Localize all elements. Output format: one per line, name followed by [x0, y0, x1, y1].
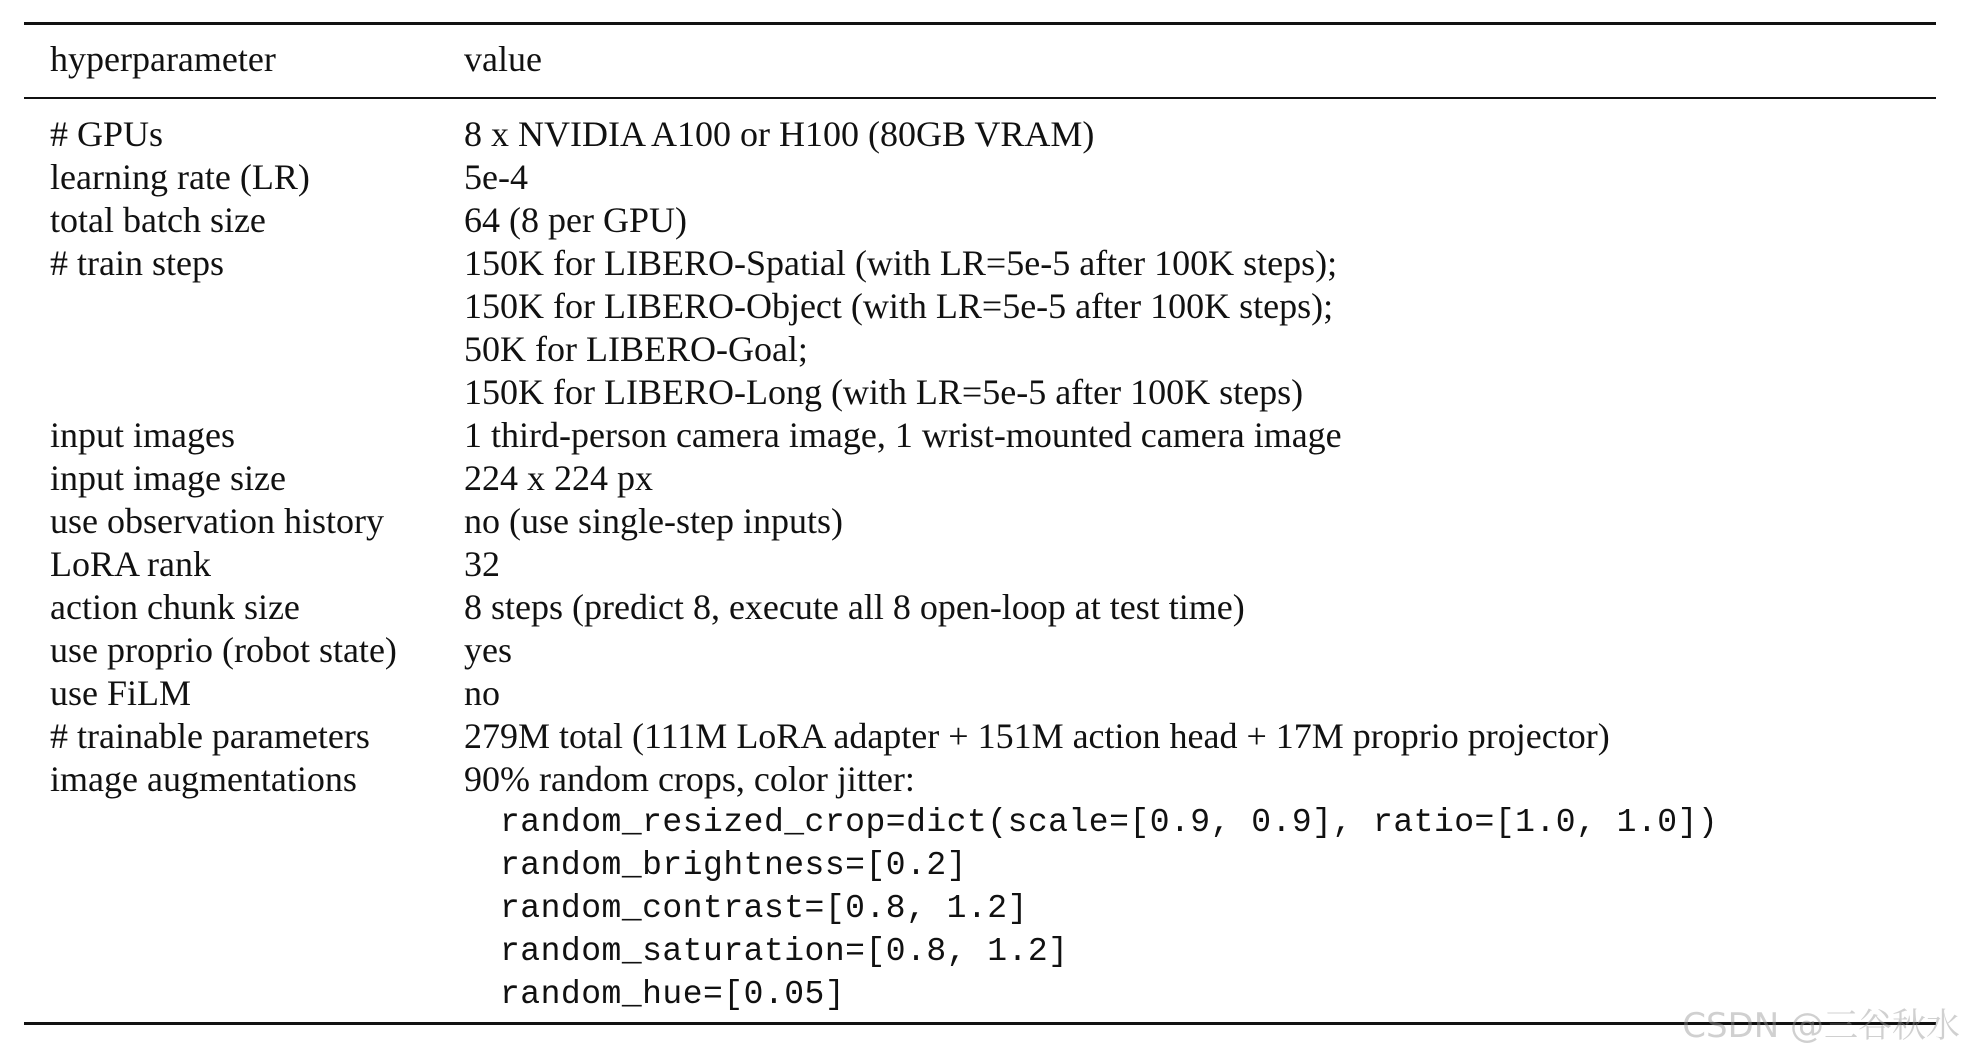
table-row: [24, 457, 1936, 500]
table-row: [24, 500, 1936, 543]
row-value: 5e-4: [464, 157, 528, 197]
row-value-line: 150K for LIBERO-Spatial (with LR=5e-5 after 100K steps);: [464, 243, 1338, 283]
row-key: use observation history: [50, 501, 384, 541]
row-key: total batch size: [50, 200, 266, 240]
hyperparameter-table: [24, 22, 1936, 1016]
row-value: 8 x NVIDIA A100 or H100 (80GB VRAM): [464, 114, 1095, 154]
row-key: # GPUs: [50, 114, 164, 154]
code-line: random_hue=[0.05]: [500, 976, 846, 1013]
row-key: image augmentations: [50, 759, 357, 799]
header-value: value: [464, 39, 542, 79]
row-value-line: 50K for LIBERO-Goal;: [464, 329, 808, 369]
table-row: [24, 113, 1936, 156]
table-row: [24, 156, 1936, 199]
watermark: CSDN @三谷秋水: [1682, 1006, 1960, 1046]
code-line: random_contrast=[0.8, 1.2]: [500, 890, 1028, 927]
row-key: input images: [50, 415, 235, 455]
table-row: [24, 586, 1936, 629]
table-row: [24, 672, 1936, 715]
row-value: 279M total (111M LoRA adapter + 151M action head + 17M proprio projector): [464, 716, 1610, 756]
row-key: LoRA rank: [50, 544, 211, 584]
table-header: [24, 25, 1936, 93]
row-key: use FiLM: [50, 673, 192, 713]
table-row: [24, 629, 1936, 672]
header-hyperparameter: hyperparameter: [50, 39, 276, 79]
row-value-line: 150K for LIBERO-Long (with LR=5e-5 after 100K steps): [464, 372, 1304, 412]
row-key: # train steps: [50, 243, 224, 283]
row-value: 1 third-person camera image, 1 wrist-mounted camera image: [464, 415, 1342, 455]
row-key: action chunk size: [50, 587, 300, 627]
row-key: learning rate (LR): [50, 157, 310, 197]
row-value: 64 (8 per GPU): [464, 200, 687, 240]
row-value: no (use single-step inputs): [464, 501, 843, 541]
table-row: [24, 414, 1936, 457]
code-line: random_saturation=[0.8, 1.2]: [500, 933, 1069, 970]
row-key: # trainable parameters: [50, 716, 370, 756]
table-row: [24, 543, 1936, 586]
row-key: use proprio (robot state): [50, 630, 397, 670]
row-value-line: 90% random crops, color jitter:: [464, 759, 915, 799]
row-value: 224 x 224 px: [464, 458, 653, 498]
bottom-rule: [24, 1022, 1936, 1025]
row-value: 8 steps (predict 8, execute all 8 open-loop at test time): [464, 587, 1245, 627]
table-row: [24, 199, 1936, 242]
table-body: [24, 99, 1936, 1016]
table-row: [24, 758, 1936, 1016]
code-line: random_brightness=[0.2]: [500, 847, 967, 884]
row-value: [464, 242, 1936, 414]
table-row: [24, 715, 1936, 758]
row-value: no: [464, 673, 500, 713]
row-value: yes: [464, 630, 512, 670]
row-key: input image size: [50, 458, 286, 498]
table-row: [24, 242, 1936, 414]
code-line: random_resized_crop=dict(scale=[0.9, 0.9], ratio=[1.0, 1.0]): [500, 804, 1719, 841]
row-value: [464, 758, 1936, 1016]
row-value-line: 150K for LIBERO-Object (with LR=5e-5 after 100K steps);: [464, 286, 1334, 326]
row-value: 32: [464, 544, 500, 584]
